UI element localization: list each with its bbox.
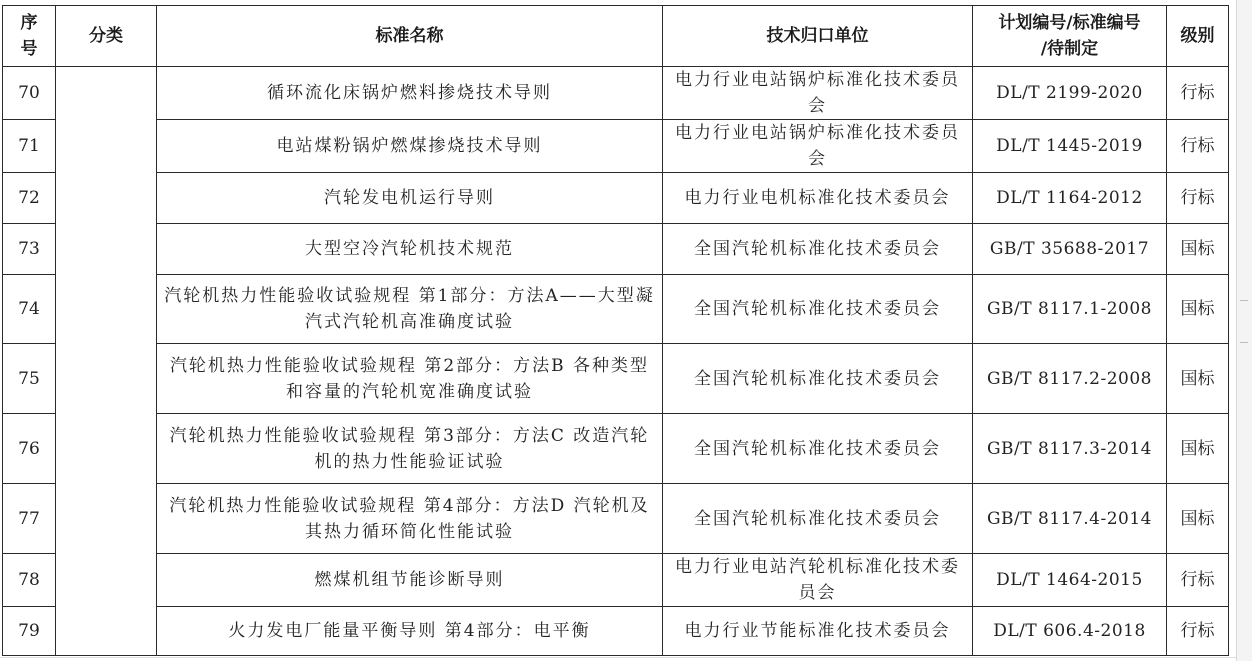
name-cell: 火力发电厂能量平衡导则 第4部分：电平衡	[157, 607, 663, 656]
seq-cell: 78	[3, 554, 56, 607]
level-cell: 行标	[1167, 554, 1229, 607]
table-row	[3, 224, 1229, 275]
org-cell: 电力行业电站锅炉标准化技术委员会	[663, 67, 973, 120]
level-cell: 国标	[1167, 224, 1229, 275]
table-row	[3, 67, 1229, 120]
name-cell: 循环流化床锅炉燃料掺烧技术导则	[157, 67, 663, 120]
name-cell: 汽轮机热力性能验收试验规程 第2部分：方法B 各种类型和容量的汽轮机宽准确度试验	[157, 344, 663, 414]
header-category: 分类	[56, 6, 157, 67]
code-cell: GB/T 8117.1-2008	[973, 275, 1167, 344]
standards-table	[2, 5, 1229, 656]
window-edge-tick	[1240, 300, 1248, 301]
category-cell	[56, 67, 157, 656]
code-cell: GB/T 8117.4-2014	[973, 484, 1167, 554]
table-row	[3, 275, 1229, 344]
code-cell: GB/T 8117.2-2008	[973, 344, 1167, 414]
org-cell: 电力行业电站汽轮机标准化技术委员会	[663, 554, 973, 607]
table-row	[3, 344, 1229, 414]
level-cell: 国标	[1167, 414, 1229, 484]
code-cell: DL/T 2199-2020	[973, 67, 1167, 120]
seq-cell: 79	[3, 607, 56, 656]
org-cell: 电力行业电机标准化技术委员会	[663, 173, 973, 224]
level-cell: 行标	[1167, 173, 1229, 224]
seq-cell: 72	[3, 173, 56, 224]
code-cell: DL/T 1464-2015	[973, 554, 1167, 607]
seq-cell: 77	[3, 484, 56, 554]
level-cell: 国标	[1167, 484, 1229, 554]
seq-cell: 70	[3, 67, 56, 120]
level-cell: 行标	[1167, 67, 1229, 120]
level-cell: 国标	[1167, 344, 1229, 414]
level-cell: 行标	[1167, 120, 1229, 173]
name-cell: 汽轮机热力性能验收试验规程 第4部分：方法D 汽轮机及其热力循环简化性能试验	[157, 484, 663, 554]
org-cell: 电力行业节能标准化技术委员会	[663, 607, 973, 656]
header-org: 技术归口单位	[663, 6, 973, 67]
org-cell: 全国汽轮机标准化技术委员会	[663, 224, 973, 275]
table-row	[3, 607, 1229, 656]
header-name: 标准名称	[157, 6, 663, 67]
level-cell: 国标	[1167, 275, 1229, 344]
window-edge	[1236, 0, 1252, 661]
seq-cell: 74	[3, 275, 56, 344]
header-level: 级别	[1167, 6, 1229, 67]
name-cell: 燃煤机组节能诊断导则	[157, 554, 663, 607]
seq-cell: 75	[3, 344, 56, 414]
header-row	[3, 6, 1229, 67]
name-cell: 大型空冷汽轮机技术规范	[157, 224, 663, 275]
table-row	[3, 173, 1229, 224]
seq-cell: 76	[3, 414, 56, 484]
table-row	[3, 120, 1229, 173]
table-row	[3, 484, 1229, 554]
code-cell: DL/T 1445-2019	[973, 120, 1167, 173]
code-cell: GB/T 8117.3-2014	[973, 414, 1167, 484]
header-seq: 序 号	[3, 6, 56, 67]
table-row	[3, 414, 1229, 484]
header-code: 计划编号/标准编号 /待制定	[973, 6, 1167, 67]
org-cell: 全国汽轮机标准化技术委员会	[663, 484, 973, 554]
code-cell: GB/T 35688-2017	[973, 224, 1167, 275]
org-cell: 全国汽轮机标准化技术委员会	[663, 275, 973, 344]
level-cell: 行标	[1167, 607, 1229, 656]
table-row	[3, 554, 1229, 607]
name-cell: 汽轮机热力性能验收试验规程 第1部分：方法A——大型凝汽式汽轮机高准确度试验	[157, 275, 663, 344]
org-cell: 全国汽轮机标准化技术委员会	[663, 344, 973, 414]
seq-cell: 73	[3, 224, 56, 275]
window-edge-tick	[1240, 342, 1248, 343]
name-cell: 汽轮发电机运行导则	[157, 173, 663, 224]
org-cell: 电力行业电站锅炉标准化技术委员会	[663, 120, 973, 173]
page-bottom-rule	[0, 657, 1236, 658]
code-cell: DL/T 1164-2012	[973, 173, 1167, 224]
code-cell: DL/T 606.4-2018	[973, 607, 1167, 656]
seq-cell: 71	[3, 120, 56, 173]
name-cell: 汽轮机热力性能验收试验规程 第3部分：方法C 改造汽轮机的热力性能验证试验	[157, 414, 663, 484]
name-cell: 电站煤粉锅炉燃煤掺烧技术导则	[157, 120, 663, 173]
org-cell: 全国汽轮机标准化技术委员会	[663, 414, 973, 484]
